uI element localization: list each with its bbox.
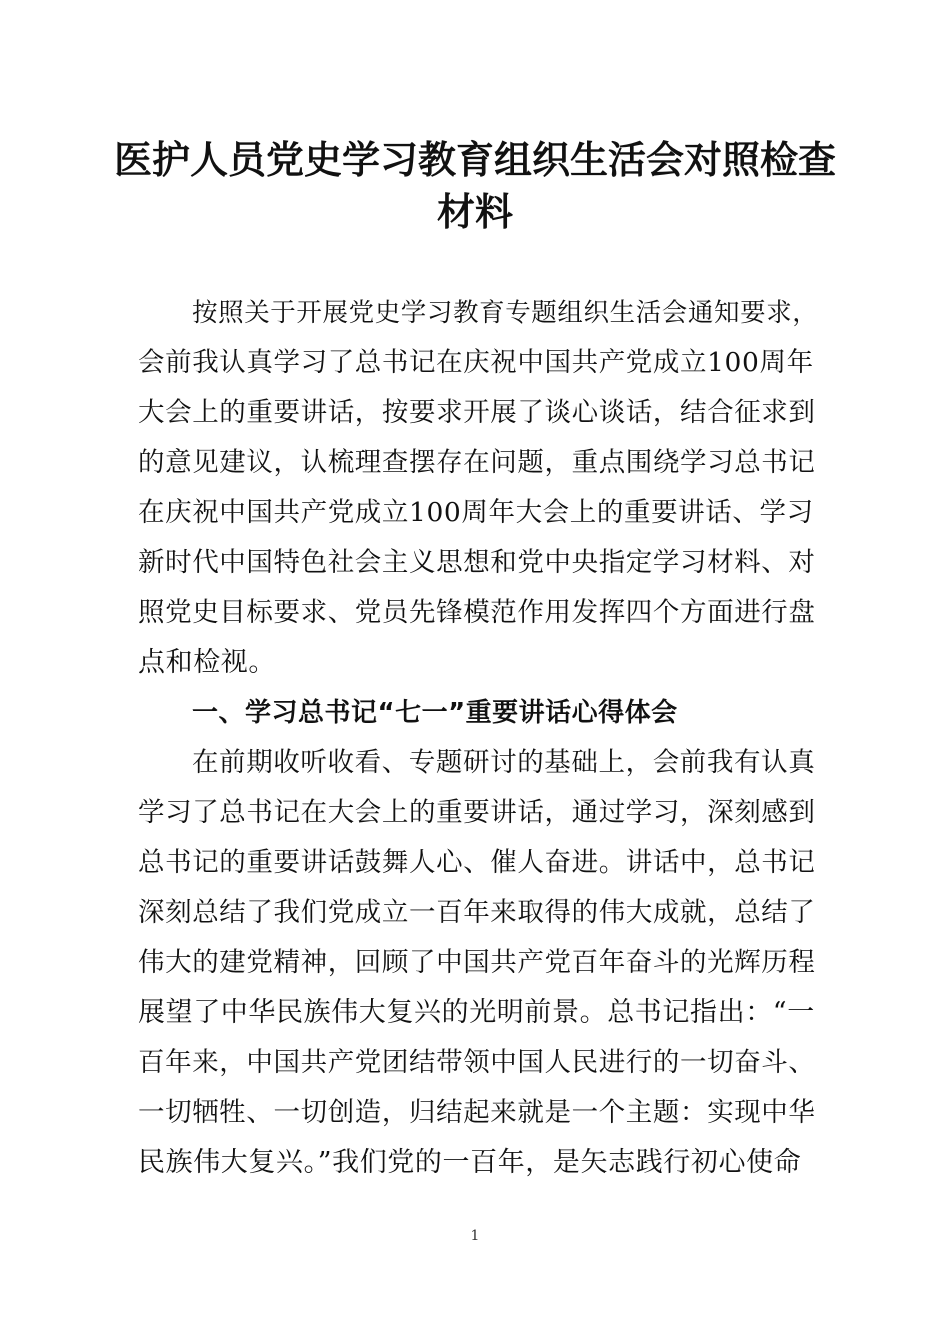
- paragraph-line: 学习了总书记在大会上的重要讲话，通过学习，深刻感到: [138, 797, 816, 828]
- paragraph-line: 新时代中国特色社会主义思想和党中央指定学习材料、对: [138, 547, 816, 578]
- page-number: 1: [470, 1228, 480, 1244]
- paragraph-line: 总书记的重要讲话鼓舞人心、催人奋进。讲话中，总书记: [138, 847, 816, 878]
- paragraph-line: 一切牺牲、一切创造，归结起来就是一个主题：实现中华: [138, 1097, 816, 1128]
- paragraph-line: 伟大的建党精神，回顾了中国共产党百年奋斗的光辉历程: [138, 947, 816, 978]
- paragraph-line: 在前期收听收看、专题研讨的基础上，会前我有认真: [192, 747, 816, 778]
- paragraph-line: 民族伟大复兴。”我们党的一百年，是矢志践行初心使命: [138, 1147, 802, 1178]
- paragraph-line: 会前我认真学习了总书记在庆祝中国共产党成立100周年: [138, 347, 814, 378]
- paragraph-line: 点和检视。: [138, 647, 276, 678]
- section-heading: 一、学习总书记“七一”重要讲话心得体会: [192, 698, 678, 728]
- paragraph-line: 的意见建议，认梳理查摆存在问题，重点围绕学习总书记: [138, 447, 816, 478]
- paragraph-line: 百年来，中国共产党团结带领中国人民进行的一切奋斗、: [138, 1047, 816, 1078]
- paragraph-line: 深刻总结了我们党成立一百年来取得的伟大成就，总结了: [138, 897, 816, 928]
- paragraph-line: 大会上的重要讲话，按要求开展了谈心谈话，结合征求到: [138, 397, 816, 428]
- paragraph-line: 展望了中华民族伟大复兴的光明前景。总书记指出：“一: [138, 997, 815, 1028]
- document-title-line-2: 材料: [436, 189, 513, 234]
- paragraph-line: 在庆祝中国共产党成立100周年大会上的重要讲话、学习: [138, 497, 814, 528]
- paragraph-line: 照党史目标要求、党员先锋模范作用发挥四个方面进行盘: [138, 597, 816, 628]
- document-title-line-1: 医护人员党史学习教育组织生活会对照检查: [113, 137, 836, 182]
- paragraph-line: 按照关于开展党史学习教育专题组织生活会通知要求，: [192, 298, 819, 328]
